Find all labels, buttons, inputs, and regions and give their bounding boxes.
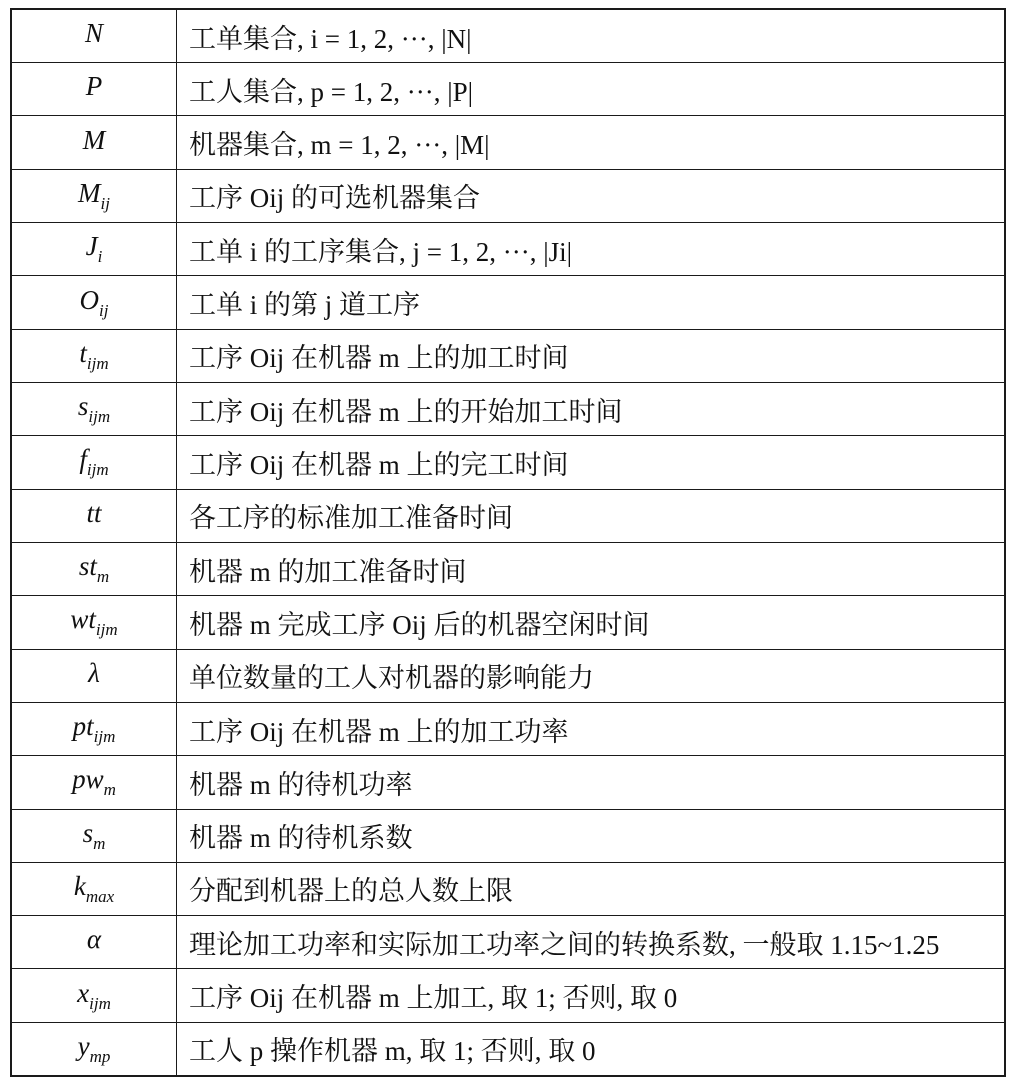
symbol-main: pt xyxy=(72,711,94,742)
symbol-table xyxy=(12,10,1004,1075)
symbol-subscript: ijm xyxy=(86,353,109,373)
symbol-cell xyxy=(12,489,177,542)
description-cell: 单位数量的工人对机器的影响能力 xyxy=(177,649,1005,702)
symbol-main: N xyxy=(84,18,103,49)
description-cell: 工单 i 的工序集合, j = 1, 2, ···, |Ji| xyxy=(177,223,1005,276)
description-cell: 工序 Oij 在机器 m 上的开始加工时间 xyxy=(177,383,1005,436)
table-row xyxy=(12,809,1004,862)
table-row xyxy=(12,489,1004,542)
symbol-main: tt xyxy=(86,497,102,528)
symbol-main: λ xyxy=(88,657,100,688)
description-cell: 机器集合, m = 1, 2, ···, |M| xyxy=(177,116,1005,169)
table-row xyxy=(12,116,1004,169)
symbol-subscript: m xyxy=(103,780,116,800)
table-row xyxy=(12,169,1004,222)
symbol-subscript: ij xyxy=(100,193,110,213)
symbol-table-frame xyxy=(10,8,1006,1077)
symbol-cell xyxy=(12,702,177,755)
symbol-subscript: max xyxy=(85,886,115,906)
symbol-subscript: ijm xyxy=(88,407,111,427)
symbol-main: k xyxy=(73,870,86,901)
symbol-subscript: mp xyxy=(89,1046,111,1066)
table-row xyxy=(12,436,1004,489)
symbol-main: P xyxy=(85,71,103,102)
description-cell: 机器 m 完成工序 Oij 后的机器空闲时间 xyxy=(177,596,1005,649)
symbol-subscript: ijm xyxy=(86,460,109,480)
symbol-cell xyxy=(12,862,177,915)
symbol-cell xyxy=(12,10,177,63)
symbol-cell xyxy=(12,542,177,595)
symbol-cell xyxy=(12,223,177,276)
symbol-subscript: ijm xyxy=(89,993,111,1013)
description-cell: 工人集合, p = 1, 2, ···, |P| xyxy=(177,63,1005,116)
symbol-cell xyxy=(12,329,177,382)
symbol-cell xyxy=(12,756,177,809)
table-row xyxy=(12,329,1004,382)
symbol-subscript: ijm xyxy=(93,727,116,747)
description-cell: 工单集合, i = 1, 2, ···, |N| xyxy=(177,10,1005,63)
symbol-cell xyxy=(12,116,177,169)
table-row xyxy=(12,969,1004,1022)
symbol-subscript: ijm xyxy=(95,620,118,640)
description-cell: 工序 Oij 在机器 m 上的完工时间 xyxy=(177,436,1005,489)
table-row xyxy=(12,542,1004,595)
table-row xyxy=(12,10,1004,63)
table-row xyxy=(12,756,1004,809)
symbol-main: t xyxy=(79,337,87,368)
symbol-cell xyxy=(12,649,177,702)
table-row xyxy=(12,862,1004,915)
symbol-subscript: i xyxy=(97,247,103,267)
symbol-cell xyxy=(12,63,177,116)
description-cell: 工序 Oij 的可选机器集合 xyxy=(177,169,1005,222)
symbol-subscript: m xyxy=(96,567,110,587)
table-row xyxy=(12,276,1004,329)
symbol-table-body xyxy=(12,10,1004,1075)
symbol-cell xyxy=(12,276,177,329)
symbol-main: α xyxy=(86,924,102,955)
description-cell: 机器 m 的待机系数 xyxy=(177,809,1005,862)
symbol-main: O xyxy=(79,284,100,315)
symbol-main: M xyxy=(82,124,106,155)
symbol-cell xyxy=(12,916,177,969)
symbol-cell xyxy=(12,436,177,489)
symbol-main: s xyxy=(82,817,94,848)
symbol-cell xyxy=(12,596,177,649)
symbol-main: pw xyxy=(72,764,104,795)
description-cell: 工单 i 的第 j 道工序 xyxy=(177,276,1005,329)
symbol-main: wt xyxy=(70,604,96,635)
symbol-main: y xyxy=(77,1030,90,1061)
symbol-main: x xyxy=(77,977,90,1008)
description-cell: 机器 m 的待机功率 xyxy=(177,756,1005,809)
symbol-cell xyxy=(12,809,177,862)
symbol-main: M xyxy=(78,177,101,208)
symbol-main: f xyxy=(79,444,87,475)
symbol-cell xyxy=(12,169,177,222)
symbol-cell xyxy=(12,969,177,1022)
description-cell: 工序 Oij 在机器 m 上加工, 取 1; 否则, 取 0 xyxy=(177,969,1005,1022)
symbol-subscript: ij xyxy=(99,300,109,320)
description-cell: 理论加工功率和实际加工功率之间的转换系数, 一般取 1.15~1.25 xyxy=(177,916,1005,969)
symbol-main: J xyxy=(85,231,98,262)
description-cell: 工人 p 操作机器 m, 取 1; 否则, 取 0 xyxy=(177,1022,1005,1075)
table-row xyxy=(12,916,1004,969)
table-row xyxy=(12,383,1004,436)
table-row xyxy=(12,223,1004,276)
symbol-cell xyxy=(12,383,177,436)
symbol-subscript: m xyxy=(93,833,106,853)
description-cell: 各工序的标准加工准备时间 xyxy=(177,489,1005,542)
description-cell: 机器 m 的加工准备时间 xyxy=(177,542,1005,595)
table-row xyxy=(12,63,1004,116)
symbol-main: st xyxy=(78,551,97,582)
description-cell: 工序 Oij 在机器 m 上的加工时间 xyxy=(177,329,1005,382)
description-cell: 工序 Oij 在机器 m 上的加工功率 xyxy=(177,702,1005,755)
symbol-main: s xyxy=(77,391,89,422)
table-row xyxy=(12,1022,1004,1075)
symbol-cell xyxy=(12,1022,177,1075)
description-cell: 分配到机器上的总人数上限 xyxy=(177,862,1005,915)
table-row xyxy=(12,596,1004,649)
table-row xyxy=(12,649,1004,702)
table-row xyxy=(12,702,1004,755)
